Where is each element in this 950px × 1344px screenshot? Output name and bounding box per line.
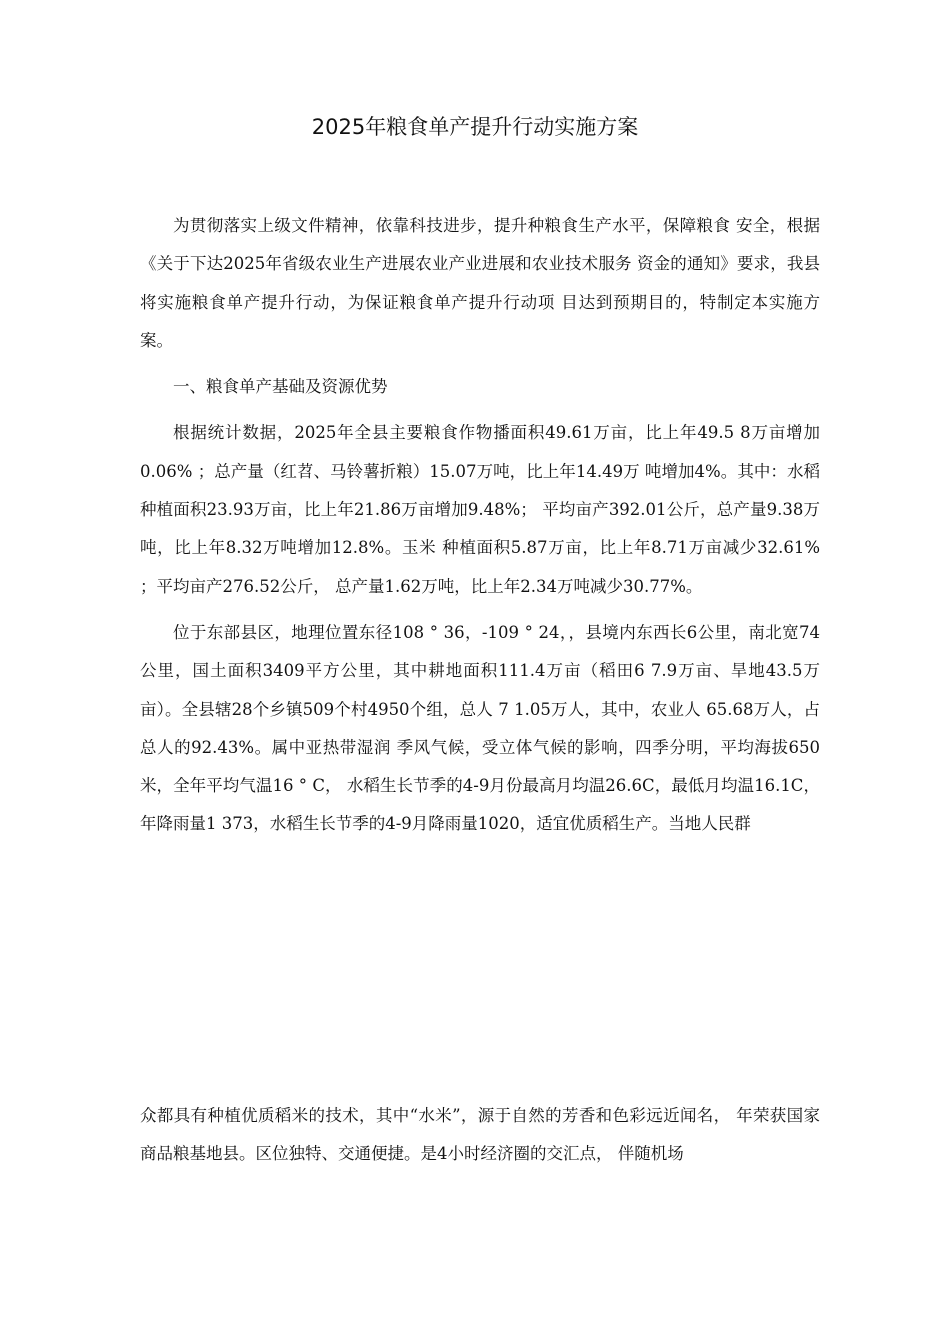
continuation-paragraph: 众都具有种植优质稻米的技术，其中“水米”，源于自然的芳香和色彩远近闻名， 年荣获国家商品粮基地县。区位独特、交通便捷。是4小时经济圈的交汇点， 伴随机场	[140, 1106, 820, 1164]
section-heading: 一、粮食单产基础及资源优势	[173, 377, 388, 397]
document-body	[140, 207, 820, 844]
document-title: 2025年粮食单产提升行动实施方案	[311, 115, 639, 139]
statistics-paragraph: 根据统计数据，2025年全县主要粮食作物播面积49.61万亩，比上年49.5 8万亩增加0.06% ；总产量（红苕、马铃薯折粮）15.07万吨，比上年14.49万 吨增加4%。其中：水稻种植面积23.93万亩，比上年21.86万亩增加9.48%； 平均亩产392.01公斤，总产量9.38万吨，比上年8.32万吨增加12.8%。玉米 种植面积5.87万亩，比上年8.71万亩减少32.61% ；平均亩产276.52公斤， 总产量1.62万吨，比上年2.34万吨减少30.77%。	[140, 423, 820, 596]
intro-paragraph: 为贯彻落实上级文件精神，依靠科技进步，提升种粮食生产水平，保障粮食 安全，根据《关于下达2025年省级农业生产进展农业产业进展和农业技术服务 资金的通知》要求，我县将实施粮食单产提升行动，为保证粮食单产提升行动项 目达到预期目的，特制定本实施方案。	[140, 216, 820, 350]
geography-paragraph: 位于东部县区，地理位置东径108 ° 36，-109 ° 24，，县境内东西长6公里，南北宽74公里，国土面积3409平方公里，其中耕地面积111.4万亩（稻田6 7.9万亩、旱地43.5万亩）。全县辖28个乡镇509个村4950个组，总人 7 1.05万人，其中，农业人 65.68万人，占总人的92.43%。属中亚热带湿润 季风气候，受立体气候的影响，四季分明，平均海拔650米，全年平均气温16 ° C， 水稻生长节季的4-9月份最高月均温26.6C，最低月均温16.1C，年降雨量1 373，水稻生长节季的4-9月降雨量1020，适宜优质稻生产。当地人民群	[140, 622, 820, 834]
document-continuation	[140, 1097, 820, 1174]
